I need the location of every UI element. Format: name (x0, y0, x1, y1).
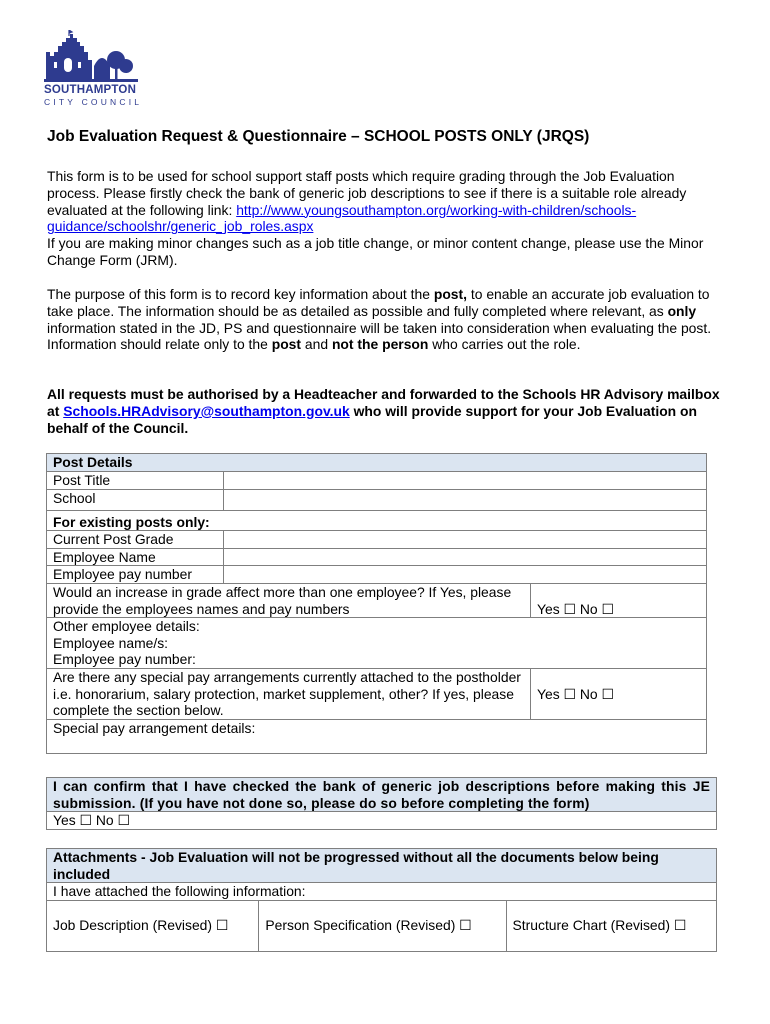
post-title-label: Post Title (47, 471, 224, 489)
intro-paragraph (47, 168, 722, 269)
employee-name-field[interactable] (224, 548, 707, 566)
purpose-text: to enable an accurate job evaluation to take place. The information should be as detailed as possible and fully completed where relevant, as (47, 286, 710, 319)
grade-increase-question: Would an increase in grade affect more than one employee? If Yes, please provide the employees names and pay numbers (47, 583, 531, 617)
existing-posts-heading: For existing posts only: (47, 510, 707, 531)
post-title-field[interactable] (224, 471, 707, 489)
structure-chart-checkbox[interactable]: Structure Chart (Revised) ☐ (506, 900, 716, 951)
council-logo (44, 30, 144, 107)
confirmation-statement: I can confirm that I have checked the bank of generic job descriptions before making this JE submission. (If you have not done so, please do so before completing the form) (47, 778, 717, 812)
purpose-text: information stated in the JD, PS and questionnaire will be taken into consideration when evaluating the post. Information should relate only to the (47, 319, 712, 353)
logo-text-city-council: CITY COUNCIL (44, 97, 143, 107)
hr-advisory-email-link[interactable]: Schools.HRAdvisory@southampton.gov.uk (63, 402, 350, 419)
employee-pay-number-field[interactable] (224, 566, 707, 584)
castle-logo-icon (44, 30, 140, 82)
employee-names-label: Employee name/s: (53, 634, 169, 651)
generic-job-roles-link[interactable]: http://www.youngsouthampton.org/working-with-children/schools-guidance/schoolshr/generic_job_roles.aspx (47, 201, 637, 235)
purpose-bold-post: post, (433, 286, 468, 302)
confirmation-yes-no-checkboxes[interactable]: Yes ☐ No ☐ (47, 812, 717, 830)
page-title: Job Evaluation Request & Questionnaire – SCHOOL POSTS ONLY (JRQS) (47, 128, 590, 145)
purpose-paragraph (47, 286, 722, 353)
current-post-grade-label: Current Post Grade (47, 531, 224, 549)
special-pay-yes-no-checkboxes[interactable]: Yes ☐ No ☐ (531, 668, 707, 719)
current-post-grade-field[interactable] (224, 531, 707, 549)
attachments-header: Attachments - Job Evaluation will not be progressed without all the documents below being included (47, 849, 717, 883)
employee-pay-number-label-2: Employee pay number: (53, 651, 196, 668)
authorise-paragraph (47, 386, 722, 436)
purpose-bold-not-the-person: not the person (331, 336, 429, 353)
minor-change-text: If you are making minor changes such as a job title change, or minor content change, please use the Minor Change Form (JRM). (47, 235, 704, 268)
other-employee-details-label: Other employee details: (53, 618, 200, 635)
special-pay-details-field[interactable]: Special pay arrangement details: (47, 719, 707, 753)
other-employee-details-cell[interactable] (47, 618, 707, 669)
confirmation-table (46, 777, 717, 830)
employee-name-label: Employee Name (47, 548, 224, 566)
authorise-text: All requests must be authorised by a Headteacher and forwarded to the Schools HR Advisory mailbox at (47, 386, 720, 419)
school-label: School (47, 489, 224, 510)
logo-text-southampton: SOUTHAMPTON (44, 84, 137, 96)
authorise-text: who will provide support for your Job Evaluation on behalf of the Council. (47, 402, 697, 436)
grade-increase-yes-no-checkboxes[interactable]: Yes ☐ No ☐ (531, 583, 707, 617)
person-specification-checkbox[interactable]: Person Specification (Revised) ☐ (259, 900, 506, 951)
purpose-text: The purpose of this form is to record key information about the (47, 286, 434, 302)
school-field[interactable] (224, 489, 707, 510)
attachments-table (46, 848, 717, 952)
purpose-bold-post: post (271, 336, 302, 353)
post-details-header: Post Details (47, 454, 707, 472)
attachments-intro: I have attached the following information: (47, 883, 717, 901)
purpose-bold-only: only (667, 302, 697, 319)
purpose-text: who carries out the role. (428, 336, 581, 353)
job-description-checkbox[interactable]: Job Description (Revised) ☐ (47, 900, 259, 951)
intro-text: This form is to be used for school support staff posts which require grading through the Job Evaluation process. Please firstly check the bank of generic job descriptions to see if there is a suitable role already evaluated at the following link: (47, 168, 687, 218)
special-pay-question: Are there any special pay arrangements currently attached to the postholder i.e. honorarium, salary protection, market supplement, other? If yes, please complete the section below. (47, 668, 531, 719)
purpose-text: and (301, 336, 332, 353)
employee-pay-number-label: Employee pay number (47, 566, 224, 584)
post-details-table (46, 453, 707, 754)
